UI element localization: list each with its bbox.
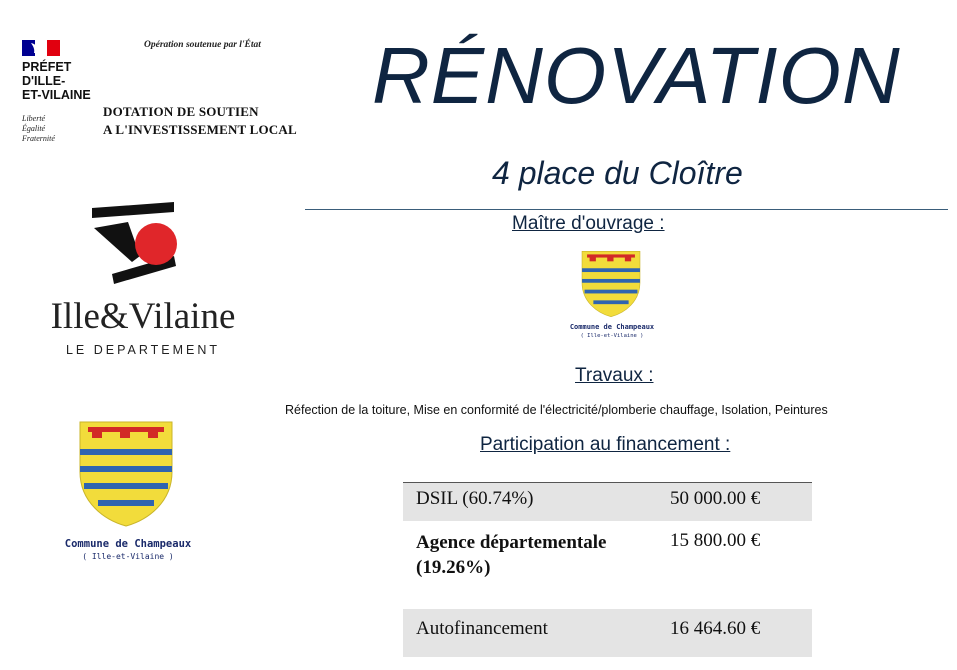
table-row bbox=[403, 521, 812, 609]
commune-logo-maitre bbox=[560, 250, 664, 345]
prefet-block bbox=[20, 38, 320, 148]
financement-table bbox=[403, 482, 812, 657]
department-name: Ille&Vilaine bbox=[50, 296, 236, 337]
commune-name: Commune de Champeaux bbox=[569, 323, 655, 331]
funding-amount: 50 000.00 € bbox=[670, 483, 812, 521]
department-emblem-icon bbox=[90, 200, 190, 295]
republic-motto-line: Liberté bbox=[22, 114, 46, 123]
travaux-description: Réfection de la toiture, Mise en conformité de l'électricité/plomberie chauffage, Isolation, Peintures bbox=[285, 403, 828, 417]
republic-motto-line: Fraternité bbox=[22, 134, 55, 143]
prefet-name-line: D'ILLE- bbox=[22, 74, 66, 88]
dsil-line: DOTATION DE SOUTIEN bbox=[103, 104, 259, 119]
funding-source-label: Autofinancement bbox=[403, 609, 670, 657]
funding-source-label: Agence départementale (19.26%) bbox=[416, 531, 607, 578]
funding-amount: 15 800.00 € bbox=[670, 529, 761, 551]
prefet-name-line: ET-VILAINE bbox=[22, 88, 91, 102]
operation-text: Opération soutenue par l'État bbox=[144, 40, 261, 50]
title-divider bbox=[305, 209, 948, 210]
marianne-flag-icon bbox=[22, 40, 60, 56]
department-subtitle: LE DEPARTEMENT bbox=[65, 343, 221, 357]
prefet-name-line: PRÉFET bbox=[22, 60, 72, 74]
commune-name: Commune de Champeaux bbox=[64, 538, 192, 550]
table-row bbox=[403, 609, 812, 657]
maitre-ouvrage-heading: Maître d'ouvrage : bbox=[512, 213, 665, 234]
commune-region: ( Ille-et-Vilaine ) bbox=[580, 333, 644, 339]
commune-region: ( Ille-et-Vilaine ) bbox=[82, 552, 174, 561]
financement-heading: Participation au financement : bbox=[480, 434, 731, 455]
commune-shield-icon bbox=[78, 420, 174, 528]
address-subtitle: 4 place du Cloître bbox=[492, 155, 743, 191]
funding-source-label: DSIL (60.74%) bbox=[403, 483, 670, 521]
table-row bbox=[403, 483, 812, 521]
page-title: RÉNOVATION bbox=[372, 31, 901, 120]
republic-motto-line: Égalité bbox=[22, 124, 46, 133]
funding-amount: 16 464.60 € bbox=[670, 609, 812, 657]
travaux-heading: Travaux : bbox=[575, 365, 654, 386]
commune-shield-icon bbox=[580, 250, 642, 318]
dsil-line: A L'INVESTISSEMENT LOCAL bbox=[103, 122, 297, 137]
commune-logo-left bbox=[58, 420, 198, 570]
department-logo bbox=[28, 195, 258, 365]
